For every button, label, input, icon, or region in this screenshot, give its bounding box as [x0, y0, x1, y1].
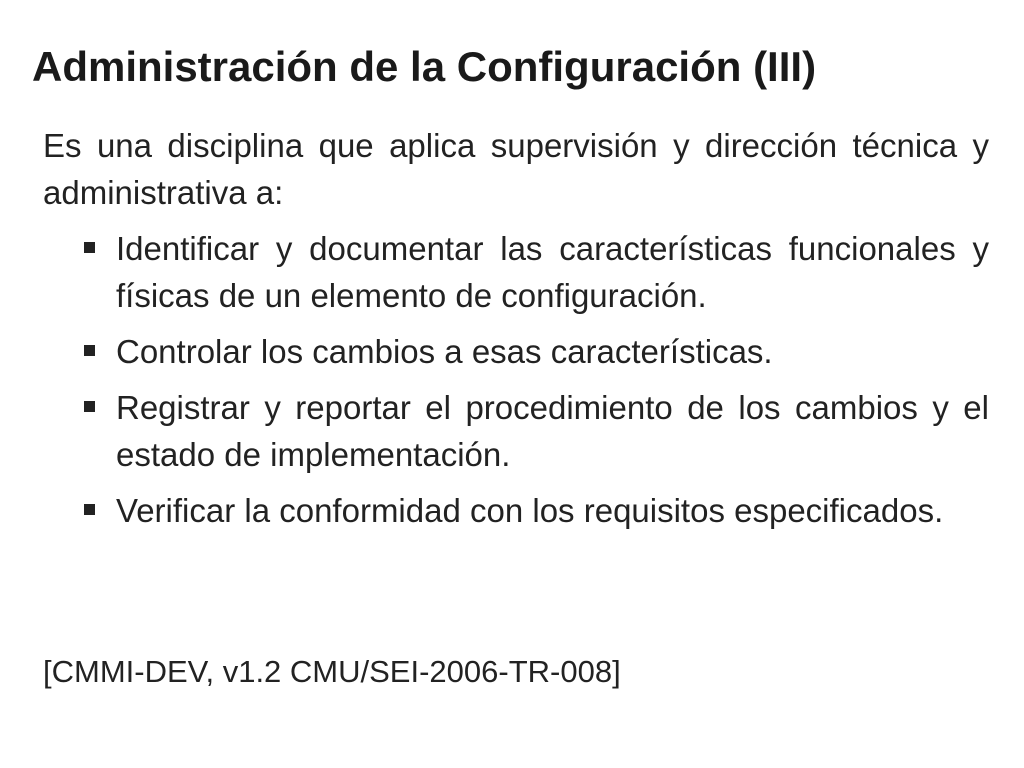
square-bullet-icon: [84, 401, 95, 412]
bullet-item: [84, 225, 989, 319]
reference-citation: [CMMI-DEV, v1.2 CMU/SEI-2006-TR-008]: [43, 654, 621, 689]
bullet-item: [84, 328, 989, 375]
bullet-text: Verificar la conformidad con los requisitos especificados.: [116, 492, 944, 529]
square-bullet-icon: [84, 504, 95, 515]
square-bullet-icon: [84, 242, 95, 253]
bullet-item: [84, 487, 989, 534]
bullet-text: Identificar y documentar las características funcionales y físicas de un elemento de configuración.: [116, 230, 989, 314]
bullet-text: Registrar y reportar el procedimiento de los cambios y el estado de implementación.: [116, 389, 989, 473]
bullet-list: [84, 225, 989, 543]
slide-title: Administración de la Configuración (III): [32, 43, 817, 90]
intro-paragraph: Es una disciplina que aplica supervisión y dirección técnica y administrativa a:: [43, 127, 989, 211]
bullet-item: [84, 384, 989, 478]
bullet-text: Controlar los cambios a esas características.: [116, 333, 773, 370]
square-bullet-icon: [84, 345, 95, 356]
